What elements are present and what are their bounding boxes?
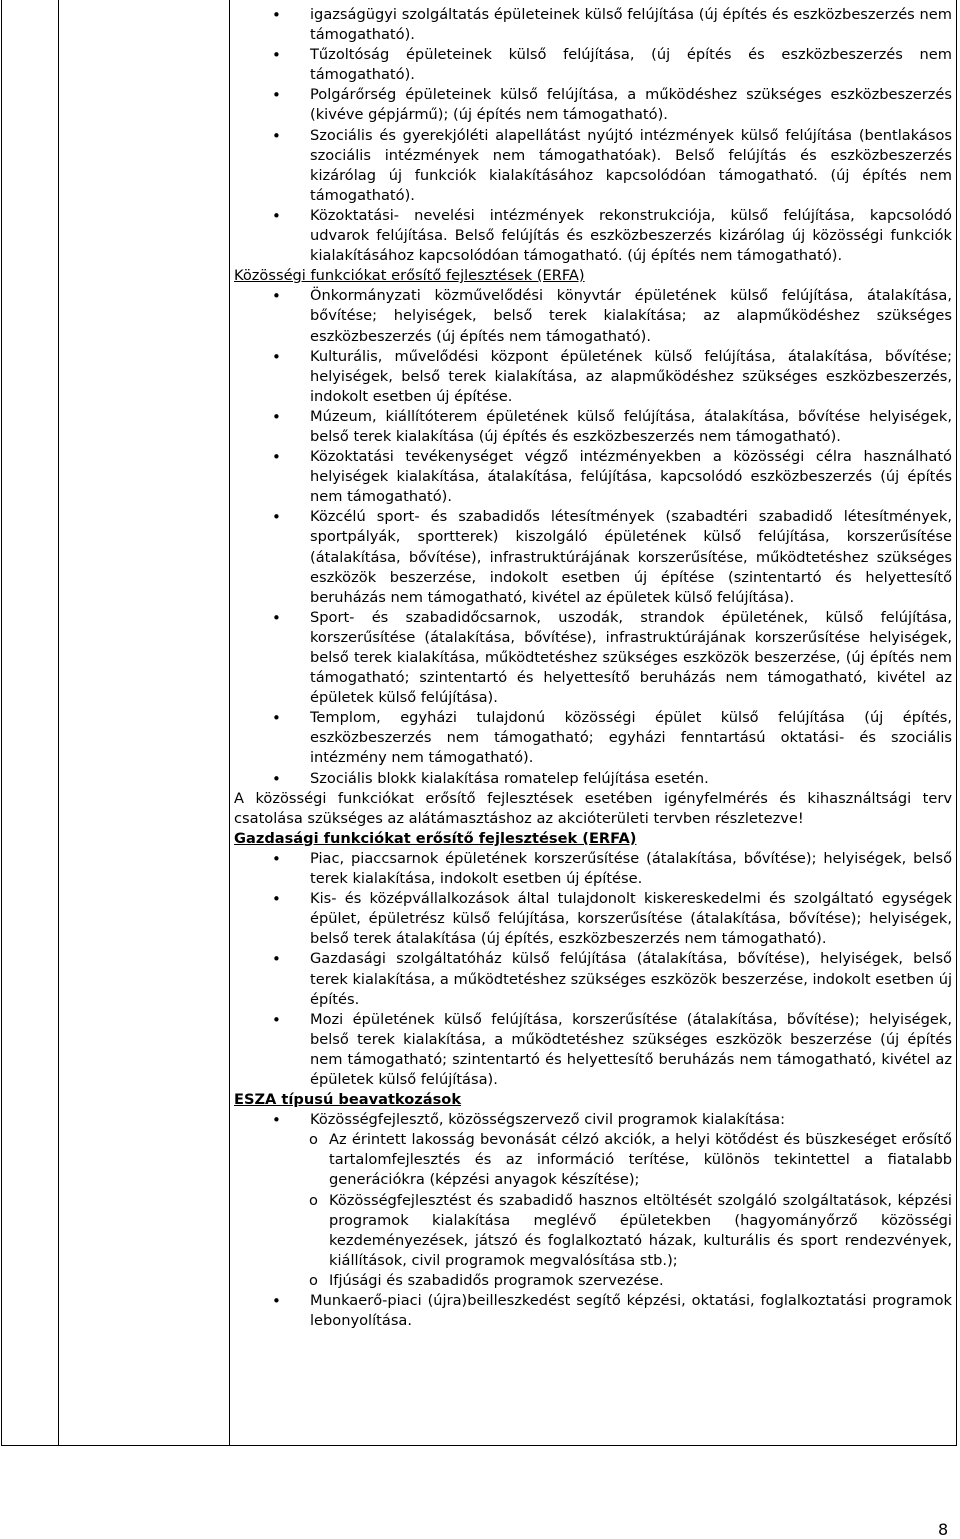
list-item: • Polgárőrség épületeinek külső felújítása, a működéshez szükséges eszközbeszerzés (kivéve gépjármű); (új építés nem támogatható). — [234, 85, 952, 125]
gazdasagi-list — [234, 849, 952, 1090]
esza-list — [234, 1110, 952, 1130]
list-item: • Tűzoltóság épületeinek külső felújítása, (új építés és eszközbeszerzés nem támogatható). — [234, 45, 952, 85]
sub-list-item: o Ifjúsági és szabadidős programok szervezése. — [234, 1271, 952, 1291]
list-item: • Kulturális, művelődési központ épületének külső felújítása, átalakítása, bővítése; helyiségek, belső terek kialakítása, az alapműködéshez szükséges eszközbeszerzés, indokolt esetben új építése. — [234, 347, 952, 407]
list-item: • Önkormányzati közművelődési könyvtár épületének külső felújítása, átalakítása, bővítése; helyiségek, belső terek kialakítása; az alapműködéshez szükséges eszközbeszerzés (új építés nem támogatható). — [234, 286, 952, 346]
table-column-1 — [1, 0, 59, 1446]
list-item: • Szociális és gyerekjóléti alapellátást nyújtó intézmények külső felújítása (bentlakásos szociális intézmények nem támogathatóak). Belső felújítás és eszközbeszerzés kizárólag új funkciók kialakításához kapcsolódóan támogatható. (új építés nem támogatható). — [234, 126, 952, 206]
list-item: • Mozi épületének külső felújítása, korszerűsítése (átalakítása, bővítése); helyiségek, belső terek kialakítása, a működtetéshez szükséges eszközök beszerzése (új építés nem támogatható; szintentartó és helyettesítő beruházás nem támogatható, kivétel az épületek külső felújítása). — [234, 1010, 952, 1090]
page-number: 8 — [938, 1520, 949, 1539]
list-item: • Közcélú sport- és szabadidős létesítmények (szabadtéri szabadidő létesítmények, sportpályák, sportterek) kiszolgáló épületének külső felújítása, korszerűsítése (átalakítása, bővítése), infrastruktúrájának korszerűsítése, működtetéshez szükséges eszközök beszerzése, indokolt esetben új építése (szintentartó és helyettesítő beruházás nem támogatható, kivétel az épületek külső felújítása). — [234, 507, 952, 607]
sub-list-item: o Közösségfejlesztést és szabadidő hasznos eltöltését szolgáló szolgáltatások, képzési programok kialakítása meglévő épületekben (hagyományőrző közösségi kezdeményezések, játszó és foglalkoztató házak, kulturális és sport rendezvények, kiállítások, civil programok megvalósítása stb.); — [234, 1191, 952, 1271]
top-list — [234, 5, 952, 266]
list-item — [234, 1110, 952, 1130]
kozossegi-note: A közösségi funkciókat erősítő fejlesztések esetében igényfelmérés és kihasználtsági terv csatolása szükséges az alátámasztáshoz az akcióterületi tervben részletezve! — [234, 789, 952, 827]
list-item: • Kis- és középvállalkozások által tulajdonolt kiskereskedelmi és szolgáltató egységek épület, épületrész külső felújítása, korszerűsítése (átalakítása, bővítése); helyiségek, belső terek átalakítása (új építés, eszközbeszerzés nem támogatható). — [234, 889, 952, 949]
list-item: • Munkaerő-piaci (újra)beilleszkedést segítő képzési, oktatási, foglalkoztatási programok lebonyolítása. — [234, 1291, 952, 1331]
list-item: • Sport- és szabadidőcsarnok, uszodák, strandok épületének, külső felújítása, korszerűsítése (átalakítása, bővítése), infrastruktúrájának korszerűsítése helyiségek, belső terek kialakítása, működtetéshez szükséges eszközök beszerzése, (új építés nem támogatható; szintentartó és helyettesítő beruházás nem támogatható, kivétel az épületek külső felújítása). — [234, 608, 952, 708]
esza-sublist — [234, 1130, 952, 1291]
list-item: • igazságügyi szolgáltatás épületeinek külső felújítása (új építés és eszközbeszerzés nem támogatható). — [234, 5, 952, 45]
list-item: • Közoktatási- nevelési intézmények rekonstrukciója, külső felújítása, kapcsolódó udvarok felújítása. Belső felújítás és eszközbeszerzés kizárólag új közösségi funkciók kialakításához kapcsolódóan támogatható. (új építés nem támogatható). — [234, 206, 952, 266]
list-item: • Szociális blokk kialakítása romatelep felújítása esetén. — [234, 769, 952, 789]
section-heading-kozossegi: Közösségi funkciókat erősítő fejlesztések (ERFA) — [234, 267, 585, 285]
section-heading-gazdasagi: Gazdasági funkciókat erősítő fejlesztések (ERFA) — [234, 829, 637, 847]
list-item: • Gazdasági szolgáltatóház külső felújítása (átalakítása, bővítése), helyiségek, belső terek kialakítása, a működtetéshez szükséges eszközök beszerzése, indokolt esetben új építés. — [234, 949, 952, 1009]
list-item: • Templom, egyházi tulajdonú közösségi épület külső felújítása (új építés, eszközbeszerzés nem támogatható; egyházi fenntartású oktatási- és szociális intézmény nem támogatható). — [234, 708, 952, 768]
esza-list-2 — [234, 1291, 952, 1331]
document-content — [234, 5, 952, 1331]
list-item: • Piac, piaccsarnok épületének korszerűsítése (átalakítása, bővítése); helyiségek, belső terek kialakítása, indokolt esetben új építése. — [234, 849, 952, 889]
sub-list-item: o Az érintett lakosság bevonását célzó akciók, a helyi kötődést és büszkeséget erősítő tartalomfejlesztés és az információ terítése, különös tekintettel a fiatalabb generációkra (képzési anyagok készítése); — [234, 1130, 952, 1190]
kozossegi-list — [234, 286, 952, 788]
list-item: • Közoktatási tevékenységet végző intézményekben a közösségi célra használható helyiségek kialakítása, átalakítása, felújítása, kapcsolódó eszközbeszerzés (új építés nem támogatható). — [234, 447, 952, 507]
section-heading-esza: ESZA típusú beavatkozások — [234, 1091, 462, 1109]
list-item: • Múzeum, kiállítóterem épületének külső felújítása, átalakítása, bővítése helyiségek, belső terek kialakítása (új építés és eszközbeszerzés nem támogatható). — [234, 407, 952, 447]
list-item-text: Közösségfejlesztő, közösségszervező civil programok kialakítása: — [310, 1111, 786, 1129]
table-column-2 — [59, 0, 230, 1446]
